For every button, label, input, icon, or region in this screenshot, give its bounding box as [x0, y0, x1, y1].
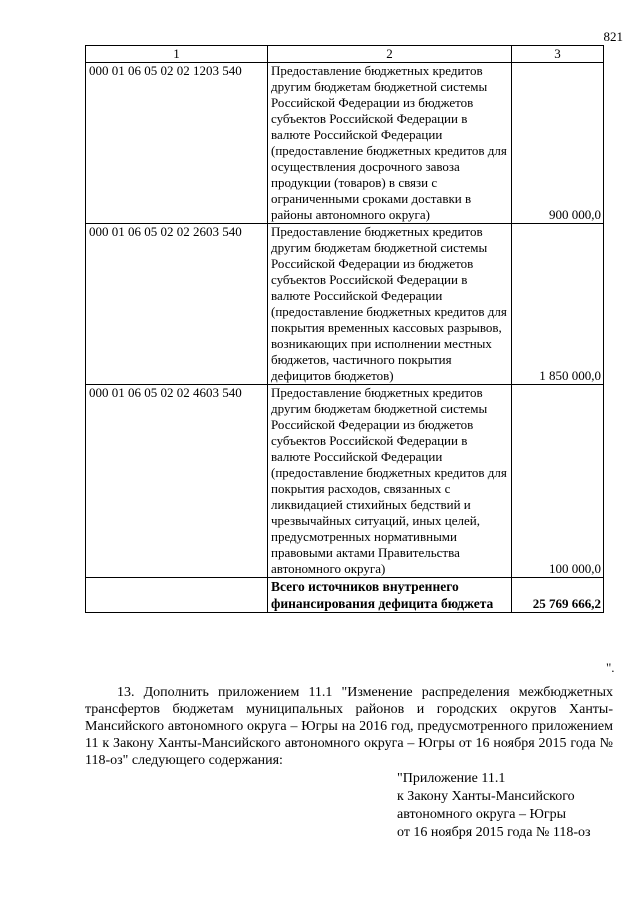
row-amount: 900 000,0 — [512, 63, 604, 224]
row-description: Предоставление бюджетных кредитов другим бюджетам бюджетной системы Российской Федерации из бюджетов субъектов Российской Федерации в валюте Российской Федерации (предоставление бюджетных кредитов для покрытия временных кассовых разрывов, возникающих при исполнении местных бюджетов, частичного покрытия дефицитов бюджетов) — [268, 224, 512, 385]
total-label: Всего источников внутреннего финансирования дефицита бюджета — [268, 578, 512, 613]
budget-code: 000 01 06 05 02 02 2603 540 — [86, 224, 268, 385]
sources-table — [85, 45, 604, 613]
closing-quote: ". — [606, 660, 615, 675]
appendix-line: автономного округа – Югры — [397, 807, 566, 822]
table-row — [86, 385, 604, 578]
row-amount: 1 850 000,0 — [512, 224, 604, 385]
appendix-line: от 16 ноября 2015 года № 118-оз — [397, 825, 591, 840]
row-description: Предоставление бюджетных кредитов другим бюджетам бюджетной системы Российской Федерации из бюджетов субъектов Российской Федерации в валюте Российской Федерации (предоставление бюджетных кредитов для покрытия расходов, связанных с ликвидацией стихийных бедствий и чрезвычайных ситуаций, иных целей, предусмотренных нормативными правовыми актами Правительства автономного округа) — [268, 385, 512, 578]
appendix-line: к Закону Ханты-Мансийского — [397, 789, 575, 804]
total-code-empty — [86, 578, 268, 613]
column-header-2: 2 — [268, 46, 512, 63]
table-row — [86, 224, 604, 385]
page-number: 821 — [603, 29, 623, 44]
total-row — [86, 578, 604, 613]
amendment-paragraph: 13. Дополнить приложением 11.1 "Изменение распределения межбюджетных трансфертов бюджетам муниципальных районов и городских округов Ханты-Мансийского автономного округа – Югры на 2016 год, предусмотренного приложением 11 к Закону Ханты-Мансийского автономного округа – Югры от 16 ноября 2015 года № 118-оз" следующего содержания: — [85, 685, 613, 768]
appendix-header — [397, 770, 591, 842]
table-row — [86, 63, 604, 224]
column-header-3: 3 — [512, 46, 604, 63]
row-amount: 100 000,0 — [512, 385, 604, 578]
table-header-row — [86, 46, 604, 63]
row-description: Предоставление бюджетных кредитов другим бюджетам бюджетной системы Российской Федерации из бюджетов субъектов Российской Федерации в валюте Российской Федерации (предоставление бюджетных кредитов для осуществления досрочного завоза продукции (товаров) в связи с ограниченными сроками доставки в районы автономного округа) — [268, 63, 512, 224]
budget-code: 000 01 06 05 02 02 1203 540 — [86, 63, 268, 224]
appendix-line: "Приложение 11.1 — [397, 771, 506, 786]
total-amount: 25 769 666,2 — [512, 578, 604, 613]
budget-code: 000 01 06 05 02 02 4603 540 — [86, 385, 268, 578]
column-header-1: 1 — [86, 46, 268, 63]
